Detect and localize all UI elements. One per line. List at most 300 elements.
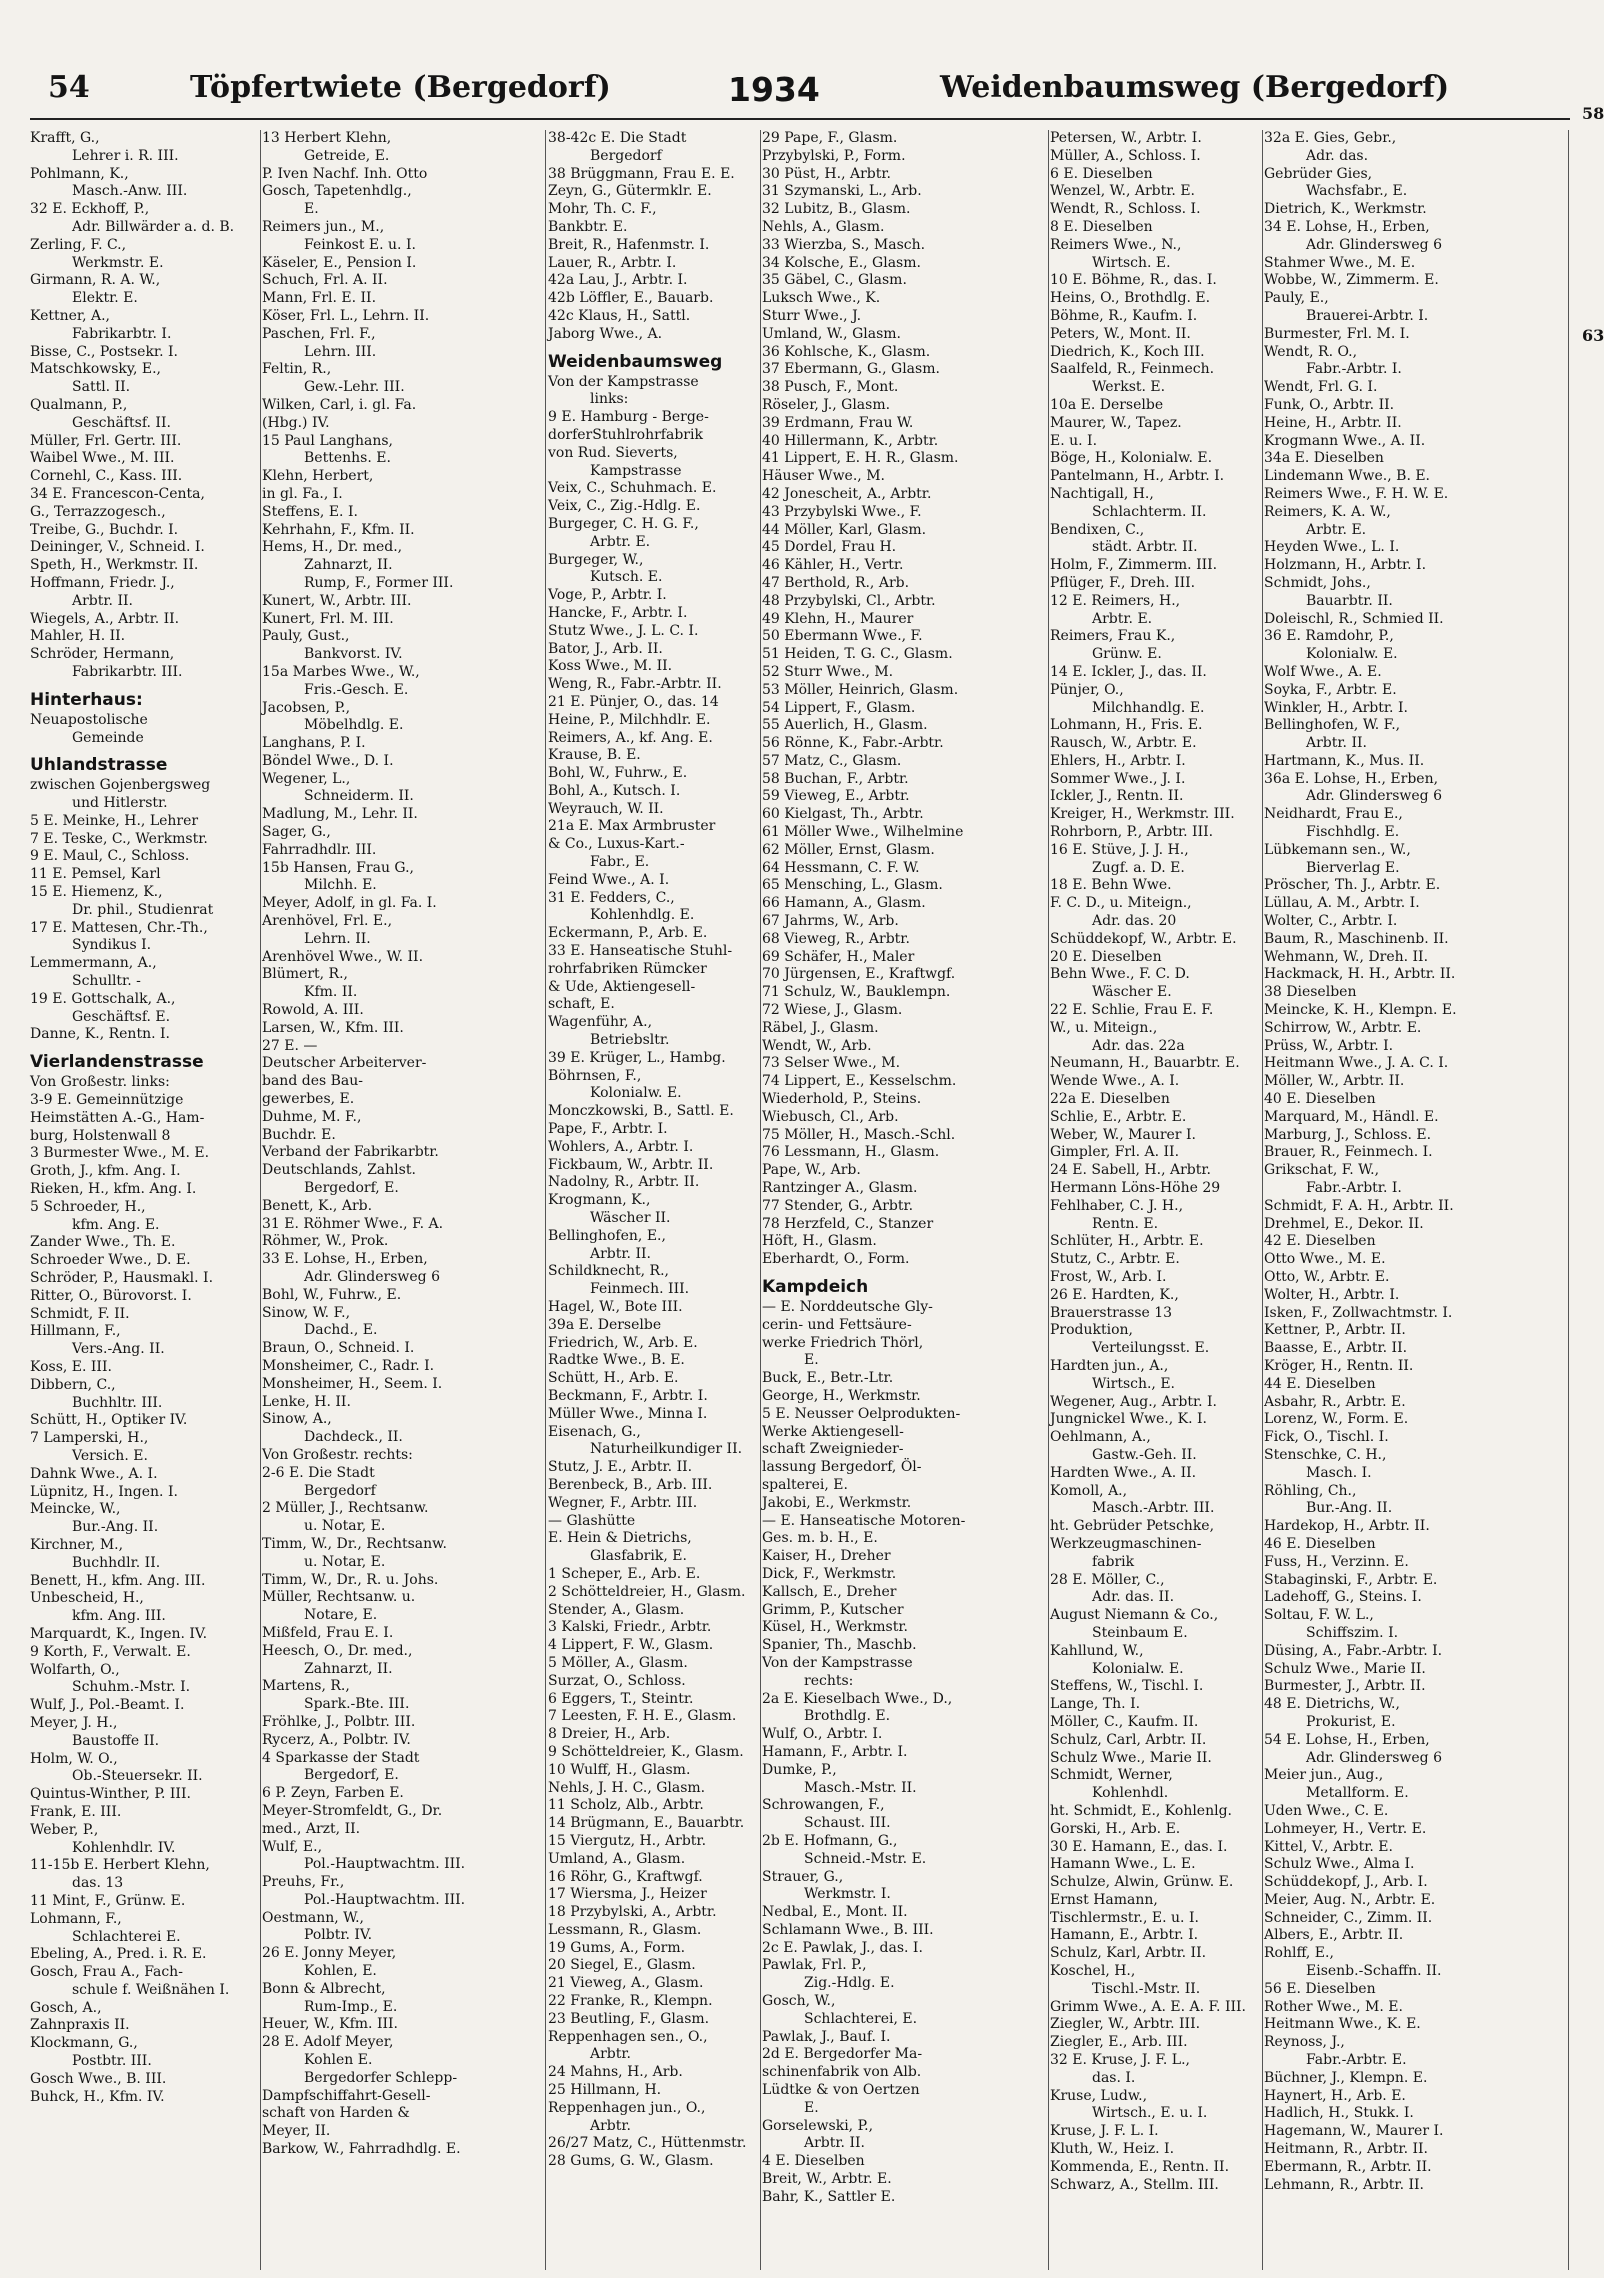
directory-entry: 10 Wulff, H., Glasm.	[548, 1761, 691, 1778]
directory-entry: 47 Berthold, R., Arb.	[762, 574, 910, 591]
directory-entry: 65 Mensching, L., Glasm.	[762, 877, 943, 894]
directory-entry: Umland, W., Glasm.	[762, 325, 901, 342]
directory-entry: 56 Rönne, K., Fabr.-Arbtr.	[762, 735, 944, 752]
directory-entry: Voge, P., Arbtr. I.	[548, 587, 667, 604]
directory-entry: Monsheimer, C., Radr. I.	[262, 1357, 435, 1374]
directory-entry: Wolter, C., Arbtr. I.	[1264, 913, 1398, 930]
directory-entry: Schiffszim. I.	[1306, 1624, 1399, 1641]
directory-entry: Heins, O., Brothdlg. E.	[1050, 290, 1211, 307]
directory-entry: 50 Ebermann Wwe., F.	[762, 628, 923, 645]
directory-entry: Hancke, F., Arbtr. I.	[548, 604, 688, 621]
directory-entry: Gosch, Tapetenhdlg.,	[262, 183, 412, 200]
directory-entry: Fahrradhdlr. III.	[262, 841, 377, 858]
directory-entry: 34a E. Dieselben	[1264, 450, 1384, 467]
directory-entry: Schulltr. -	[72, 973, 141, 990]
directory-entry: 39 E. Krüger, L., Hambg.	[548, 1049, 726, 1066]
directory-entry: Petersen, W., Arbtr. I.	[1050, 130, 1202, 146]
directory-entry: Dachd., E.	[304, 1322, 378, 1339]
directory-entry: Kirchner, M.,	[30, 1536, 124, 1553]
directory-entry: 7 Leesten, F. H. E., Glasm.	[548, 1708, 737, 1725]
street-heading: Hinterhaus:	[30, 689, 143, 710]
directory-entry: Dumke, P.,	[762, 1761, 837, 1778]
directory-entry: Lange, Th. I.	[1050, 1696, 1141, 1713]
directory-entry: Wohlers, A., Arbtr. I.	[548, 1138, 694, 1155]
directory-entry: Bierverlag E.	[1306, 859, 1400, 876]
directory-entry: Masch.-Anw. III.	[72, 183, 188, 200]
directory-entry: Adr. Billwärder a. d. B.	[72, 218, 235, 235]
directory-entry: 42c Klaus, H., Sattl.	[548, 307, 691, 324]
directory-column-3	[548, 130, 758, 2250]
directory-entry: Treibe, G., Buchdr. I.	[30, 521, 179, 538]
directory-entry: Otto Wwe., M. E.	[1264, 1251, 1386, 1268]
directory-entry: Kunert, W., Arbtr. III.	[262, 592, 412, 609]
directory-entry: Saalfeld, R., Feinmech.	[1050, 361, 1215, 378]
directory-entry: Müller, Frl. Gertr. III.	[30, 432, 182, 449]
directory-entry: spalterei, E.	[762, 1476, 848, 1493]
directory-entry: Veix, C., Zig.-Hdlg. E.	[548, 498, 701, 515]
directory-entry: Kommenda, E., Rentn. II.	[1050, 2158, 1230, 2175]
directory-entry: Danne, K., Rentn. I.	[30, 1026, 170, 1043]
directory-entry: Masch.-Arbtr. III.	[1092, 1500, 1215, 1517]
directory-entry: Steffens, W., Tischl. I.	[1050, 1678, 1204, 1695]
directory-entry: Meyer, J. H.,	[30, 1714, 118, 1731]
directory-entry: Kfm. II.	[304, 984, 358, 1001]
directory-entry: P. Iven Nachf. Inh. Otto	[262, 165, 428, 182]
directory-entry: E.	[804, 2099, 819, 2116]
directory-entry: 70 Jürgensen, E., Kraftwgf.	[762, 966, 956, 983]
directory-entry: städt. Arbtr. II.	[1092, 539, 1198, 556]
directory-entry: Schröder, Hermann,	[30, 646, 175, 663]
directory-entry: Spark.-Bte. III.	[304, 1696, 410, 1713]
directory-entry: Postbtr. III.	[72, 2053, 152, 2070]
directory-entry: Grünw. E.	[1092, 646, 1162, 663]
directory-entry: Köser, Frl. L., Lehrn. II.	[262, 307, 430, 324]
directory-entry: Baustoffe II.	[72, 1732, 160, 1749]
directory-entry: Holm, F., Zimmerm. III.	[1050, 557, 1218, 574]
directory-entry: ht. Schmidt, E., Kohlenlg.	[1050, 1802, 1232, 1819]
directory-entry: Von Großestr. rechts:	[262, 1446, 413, 1463]
directory-entry: Bauarbtr. II.	[1306, 592, 1393, 609]
directory-entry: Heuer, W., Kfm. III.	[262, 2016, 399, 2033]
directory-entry: Fabr.-Arbtr. I.	[1306, 361, 1402, 378]
directory-entry: dorferStuhlrohrfabrik	[548, 426, 703, 443]
directory-entry: 31 Szymanski, L., Arb.	[762, 183, 922, 200]
directory-entry: schinenfabrik von Alb.	[762, 2064, 922, 2081]
directory-entry: Ladehoff, G., Steins. I.	[1264, 1589, 1422, 1606]
directory-entry: Zeyn, G., Gütermklr. E.	[548, 183, 712, 200]
directory-entry: Wegener, L.,	[262, 770, 351, 787]
directory-entry: 16 E. Stüve, J. J. H.,	[1050, 841, 1189, 858]
directory-entry: Arbtr.	[590, 2046, 631, 2063]
directory-entry: Lessmann, R., Glasm.	[548, 1921, 702, 1938]
directory-entry: Eisenach, G.,	[548, 1423, 641, 1440]
directory-entry: Sturr Wwe., J.	[762, 307, 862, 324]
directory-entry: Meier, Aug. N., Arbtr. E.	[1264, 1891, 1436, 1908]
directory-entry: Kruse, J. F. L. I.	[1050, 2123, 1159, 2140]
directory-entry: Mahler, H. II.	[30, 628, 126, 645]
directory-entry: zwischen Gojenbergsweg	[30, 777, 211, 794]
directory-entry: Zander Wwe., Th. E.	[30, 1234, 176, 1251]
directory-entry: Fabr.-Arbtr. E.	[1306, 2052, 1407, 2069]
directory-entry: Adr. Glindersweg 6	[304, 1269, 440, 1285]
directory-entry: 11 E. Pemsel, Karl	[30, 866, 161, 883]
directory-entry: Adr. das. 20	[1092, 913, 1177, 930]
directory-entry: 51 Heiden, T. G. C., Glasm.	[762, 646, 953, 663]
directory-entry: in gl. Fa., I.	[262, 485, 343, 502]
directory-entry: 69 Schäfer, H., Maler	[762, 948, 915, 965]
directory-entry: 34 E. Francescon-Centa,	[30, 485, 205, 502]
directory-column-6	[1264, 130, 1564, 2250]
directory-entry: Polbtr. IV.	[304, 1927, 373, 1944]
directory-entry: Wende Wwe., A. I.	[1050, 1073, 1180, 1090]
directory-entry: Höft, H., Glasm.	[762, 1233, 877, 1250]
directory-entry: Marburg, J., Schloss. E.	[1264, 1126, 1432, 1143]
directory-entry: Arbtr. II.	[804, 2135, 865, 2152]
directory-entry: Schlachterei E.	[72, 1928, 181, 1945]
directory-entry: 5 Schroeder, H.,	[30, 1198, 146, 1215]
column-divider	[760, 130, 761, 2270]
directory-entry: Ziegler, W., Arbtr. III.	[1050, 2016, 1201, 2033]
directory-entry: Fickbaum, W., Arbtr. II.	[548, 1156, 714, 1173]
directory-entry: Burmester, J., Arbtr. II.	[1264, 1678, 1426, 1695]
directory-entry: Verteilungsst. E.	[1092, 1340, 1210, 1357]
directory-entry: Dampfschiffahrt-Gesell-	[262, 2087, 431, 2104]
directory-entry: Hamann Wwe., L. E.	[1050, 1856, 1196, 1873]
directory-entry: 32 E. Eckhoff, P.,	[30, 201, 150, 218]
directory-entry: Fabr., E.	[590, 854, 650, 871]
directory-entry: 6 E. Dieselben	[1050, 165, 1153, 182]
directory-entry: Wirtsch., E. u. I.	[1092, 2105, 1208, 2122]
directory-entry: Krause, B. E.	[548, 747, 641, 764]
directory-entry: 57 Matz, C., Glasm.	[762, 752, 902, 769]
directory-entry: Hardten jun., A.,	[1050, 1357, 1169, 1374]
directory-entry: Soltau, F. W. L.,	[1264, 1607, 1374, 1624]
directory-entry: schaft Zweignieder-	[762, 1441, 904, 1458]
directory-entry: Kruse, Ludw.,	[1050, 2087, 1148, 2104]
directory-entry: 49 Klehn, H., Maurer	[762, 610, 914, 627]
directory-entry: Klockmann, G.,	[30, 2035, 138, 2052]
directory-entry: 42 Jonescheit, A., Arbtr.	[762, 485, 932, 502]
directory-entry: Reimers Wwe., F. H. W. E.	[1264, 485, 1449, 502]
directory-entry: Martens, R.,	[262, 1678, 350, 1695]
directory-entry: 41 Lippert, E. H. R., Glasm.	[762, 450, 959, 467]
directory-entry: Kunert, Frl. M. III.	[262, 610, 394, 627]
directory-entry: Kröger, H., Rentn. II.	[1264, 1357, 1414, 1374]
directory-entry: Dibbern, C.,	[30, 1376, 116, 1393]
directory-entry: Wegener, Aug., Arbtr. I.	[1050, 1393, 1218, 1410]
directory-entry: Jungnickel Wwe., K. I.	[1050, 1411, 1207, 1428]
directory-entry: 71 Schulz, W., Bauklempn.	[762, 984, 951, 1001]
directory-entry: Reimers, Frau K.,	[1050, 628, 1176, 645]
directory-entry: Stutz, J. E., Arbtr. II.	[548, 1459, 693, 1476]
directory-entry: 74 Lippert, E., Kesselschm.	[762, 1073, 957, 1090]
directory-entry: Rantzinger A., Glasm.	[762, 1180, 918, 1197]
directory-entry: 29 Pape, F., Glasm.	[762, 130, 898, 146]
directory-entry: Röseler, J., Glasm.	[762, 396, 891, 413]
directory-entry: Rohrborn, P., Arbtr. III.	[1050, 824, 1214, 841]
directory-entry: Kohlenhdlr. IV.	[72, 1839, 176, 1856]
directory-entry: Oehlmann, A.,	[1050, 1429, 1151, 1446]
directory-entry: Langhans, P. I.	[262, 735, 366, 752]
directory-entry: Brauerstrasse 13	[1050, 1304, 1173, 1321]
directory-entry: 13 Herbert Klehn,	[262, 130, 392, 146]
directory-entry: 21 E. Pünjer, O., das. 14	[548, 693, 719, 710]
directory-entry: Rohlff, E.,	[1264, 1945, 1334, 1962]
directory-entry: 4 Lippert, F. W., Glasm.	[548, 1637, 714, 1654]
directory-entry: Lehrn. III.	[304, 343, 377, 360]
directory-entry: 2b E. Hofmann, G.,	[762, 1832, 898, 1849]
directory-entry: Friedrich, W., Arb. E.	[548, 1334, 698, 1351]
directory-entry: 73 Selser Wwe., M.	[762, 1055, 901, 1072]
directory-entry: u. Notar, E.	[304, 1553, 386, 1570]
directory-entry: Brauer, R., Feinmech. I.	[1264, 1144, 1433, 1161]
directory-entry: Bankvorst. IV.	[304, 646, 403, 663]
directory-entry: 21a E. Max Armbruster	[548, 818, 716, 835]
directory-entry: Ernst Hamann,	[1050, 1891, 1158, 1908]
directory-entry: 2 Schötteldreier, H., Glasm.	[548, 1583, 746, 1600]
directory-entry: Veix, C., Schuhmach. E.	[548, 480, 717, 497]
directory-entry: Hoffmann, Friedr. J.,	[30, 574, 175, 591]
directory-entry: Asbahr, R., Arbtr. E.	[1264, 1393, 1406, 1410]
directory-entry: 20 E. Dieselben	[1050, 948, 1162, 965]
directory-entry: 55 Auerlich, H., Glasm.	[762, 717, 928, 734]
directory-entry: Metallform. E.	[1306, 1785, 1409, 1802]
directory-entry: Zig.-Hdlg. E.	[804, 1975, 895, 1992]
directory-entry: Adr. Glindersweg 6	[1306, 236, 1442, 253]
directory-entry: Bendixen, C.,	[1050, 521, 1145, 538]
directory-entry: Cornehl, C., Kass. III.	[30, 468, 183, 485]
column-divider	[1262, 130, 1263, 2270]
directory-entry: Wendt, W., Arb.	[762, 1037, 872, 1054]
directory-entry: Naturheilkundiger II.	[590, 1441, 743, 1458]
directory-entry: Hillmann, F.,	[30, 1323, 121, 1340]
directory-entry: Getreide, E.	[304, 147, 390, 164]
directory-entry: 53 Möller, Heinrich, Glasm.	[762, 681, 959, 698]
directory-entry: 9 E. Hamburg - Berge-	[548, 409, 709, 426]
directory-entry: Produktion,	[1050, 1322, 1134, 1339]
directory-entry: Schulz, Karl, Arbtr. II.	[1050, 1945, 1207, 1962]
directory-entry: W., u. Miteign.,	[1050, 1019, 1158, 1036]
directory-entry: Möbelhdlg. E.	[304, 717, 404, 734]
directory-entry: 18 E. Behn Wwe.	[1050, 877, 1172, 894]
directory-entry: Schuch, Frl. A. II.	[262, 272, 388, 289]
page-number: 54	[48, 70, 90, 105]
directory-entry: Vers.-Ang. II.	[72, 1341, 165, 1358]
directory-entry: Krafft, G.,	[30, 130, 100, 146]
directory-entry: Bergedorf	[590, 147, 662, 164]
directory-entry: Arbtr. E.	[1092, 610, 1153, 627]
directory-entry: Gimpler, Frl. A. II.	[1050, 1144, 1180, 1161]
directory-entry: — E. Norddeutsche Gly-	[762, 1299, 933, 1315]
directory-entry: Glasfabrik, E.	[590, 1548, 687, 1565]
directory-entry: 44 E. Dieselben	[1264, 1375, 1376, 1392]
directory-column-5	[1050, 130, 1256, 2250]
directory-entry: Weber, W., Maurer I.	[1050, 1126, 1196, 1143]
directory-entry: 7 E. Teske, C., Werkmstr.	[30, 830, 208, 847]
directory-entry: Zahnarzt, II.	[304, 557, 393, 574]
directory-entry: Pawlak, J., Bauf. I.	[762, 2028, 891, 2045]
directory-entry: 11 Scholz, Alb., Arbtr.	[548, 1797, 704, 1814]
directory-entry: Büchner, J., Klempn. E.	[1264, 2069, 1428, 2086]
directory-entry: Baum, R., Maschinenb. II.	[1264, 930, 1449, 947]
directory-entry: 2 Müller, J., Rechtsanw.	[262, 1500, 429, 1517]
directory-entry: 9 Korth, F., Verwalt. E.	[30, 1643, 191, 1660]
directory-entry: Bankbtr. E.	[548, 218, 628, 235]
directory-entry: Böndel Wwe., D. I.	[262, 752, 394, 769]
directory-entry: 25 Hillmann, H.	[548, 2082, 662, 2099]
directory-entry: Reimers, A., kf. Ang. E.	[548, 729, 713, 746]
directory-entry: Deutschlands, Zahlst.	[262, 1162, 416, 1179]
directory-entry: Bellinghofen, W. F.,	[1264, 717, 1401, 734]
directory-entry: 7 Lamperski, H.,	[30, 1430, 149, 1447]
directory-entry: Fabr.-Arbtr. I.	[1306, 1180, 1402, 1197]
directory-entry: 2d E. Bergedorfer Ma-	[762, 2046, 923, 2063]
directory-entry: lassung Bergedorf, Öl-	[762, 1459, 922, 1476]
directory-entry: Heine, P., Milchhdlr. E.	[548, 711, 711, 728]
directory-entry: Sommer Wwe., J. I.	[1050, 770, 1186, 787]
directory-entry: Lehrn. II.	[304, 930, 371, 947]
directory-entry: Preuhs, Fr.,	[262, 1874, 345, 1891]
directory-entry: das. 13	[72, 1875, 124, 1892]
directory-entry: Wiebusch, Cl., Arb.	[762, 1108, 899, 1125]
directory-entry: Timm, W., Dr., R. u. Johs.	[262, 1571, 439, 1588]
directory-entry: Schneider, C., Zimm. II.	[1264, 1909, 1433, 1926]
directory-entry: Schulz Wwe., Alma I.	[1264, 1856, 1415, 1873]
directory-entry: Reimers jun., M.,	[262, 218, 385, 235]
directory-entry: Wiegels, A., Arbtr. II.	[30, 610, 180, 627]
directory-entry: Schneiderm. II.	[304, 788, 414, 805]
column-divider	[1048, 130, 1049, 2270]
directory-entry: Pauly, E.,	[1264, 290, 1329, 307]
directory-entry: Waibel Wwe., M. III.	[30, 450, 175, 467]
directory-entry: Ob.-Steuersekr. II.	[72, 1768, 203, 1785]
directory-entry: Düsing, A., Fabr.-Arbtr. I.	[1264, 1642, 1443, 1659]
directory-entry: 2-6 E. Die Stadt	[262, 1464, 375, 1481]
directory-entry: 42 E. Dieselben	[1264, 1233, 1376, 1250]
directory-entry: Masch.-Mstr. II.	[804, 1779, 917, 1796]
directory-entry: 48 E. Dietrichs, W.,	[1264, 1696, 1400, 1713]
directory-entry: Barkow, W., Fahrradhdlg. E.	[262, 2141, 461, 2158]
directory-entry: Grimm Wwe., A. E. A. F. III.	[1050, 1998, 1246, 2015]
directory-entry: 66 Hamann, A., Glasm.	[762, 895, 926, 912]
directory-entry: Schneid.-Mstr. E.	[804, 1850, 927, 1867]
directory-entry: Schroeder Wwe., D. E.	[30, 1252, 191, 1269]
directory-entry: Haynert, H., Arb. E.	[1264, 2087, 1406, 2104]
directory-entry: Arenhövel, Frl. E.,	[262, 913, 393, 930]
directory-entry: Böhme, R., Kaufm. I.	[1050, 307, 1198, 324]
directory-entry: und Hitlerstr.	[72, 795, 168, 812]
directory-entry: Pape, F., Arbtr. I.	[548, 1121, 668, 1138]
directory-entry: Wachsfabr., E.	[1306, 183, 1408, 200]
directory-entry: Wirtsch., E.	[1092, 1375, 1176, 1392]
directory-entry: Zahnpraxis II.	[30, 2017, 130, 2034]
directory-entry: u. Notar, E.	[304, 1518, 386, 1535]
directory-entry: Burmester, Frl. M. I.	[1264, 325, 1410, 342]
directory-entry: 26/27 Matz, C., Hüttenmstr.	[548, 2135, 747, 2152]
directory-entry: 32 E. Kruse, J. F. L.,	[1050, 2052, 1190, 2069]
directory-entry: schaft von Harden &	[262, 2105, 410, 2122]
directory-entry: Hadlich, H., Stukk. I.	[1264, 2105, 1414, 2122]
directory-entry: Meincke, W.,	[30, 1501, 121, 1518]
directory-entry: Zerling, F. C.,	[30, 236, 127, 253]
directory-entry: Diedrich, K., Koch III.	[1050, 343, 1205, 360]
directory-entry: schule f. Weißnähen I.	[72, 1981, 230, 1998]
directory-entry: Uden Wwe., C. E.	[1264, 1802, 1389, 1819]
directory-entry: Arbtr. E.	[590, 533, 651, 550]
directory-entry: 60 Kielgast, Th., Arbtr.	[762, 806, 924, 823]
directory-entry: Arbtr. E.	[1306, 521, 1367, 538]
directory-entry: Pauly, Gust.,	[262, 628, 350, 645]
directory-entry: Schmidt, Werner,	[1050, 1767, 1173, 1784]
column-divider	[260, 130, 261, 2270]
directory-entry: Pohlmann, K.,	[30, 165, 129, 182]
directory-entry: 11 Mint, F., Grünw. E.	[30, 1892, 186, 1909]
directory-entry: Holzmann, H., Arbtr. I.	[1264, 557, 1427, 574]
directory-entry: Hamann, E., Arbtr. I.	[1050, 1927, 1199, 1944]
directory-entry: Sattl. II.	[72, 379, 131, 396]
directory-entry: ht. Gebrüder Petschke,	[1050, 1518, 1215, 1535]
directory-entry: Reimers Wwe., N.,	[1050, 236, 1182, 253]
directory-entry: Schütt, H., Optiker IV.	[30, 1412, 188, 1429]
directory-entry: Rieken, H., kfm. Ang. I.	[30, 1181, 197, 1198]
directory-entry: Käseler, E., Pension I.	[262, 254, 417, 271]
directory-entry: Ickler, J., Rentn. II.	[1050, 788, 1184, 805]
directory-entry: Röhling, Ch.,	[1264, 1482, 1357, 1499]
directory-entry: Von der Kampstrasse	[548, 373, 699, 390]
directory-entry: Pawlak, Frl. P.,	[762, 1957, 867, 1974]
directory-entry: Pünjer, O.,	[1050, 681, 1124, 698]
directory-entry: Pol.-Hauptwachtm. III.	[304, 1856, 466, 1873]
directory-entry: 38-42c E. Die Stadt	[548, 130, 687, 146]
directory-entry: 67 Jahrms, W., Arb.	[762, 913, 899, 930]
directory-entry: Deutscher Arbeiterver-	[262, 1055, 427, 1072]
directory-entry: 58 Buchan, F., Arbtr.	[762, 770, 909, 787]
directory-entry: Gebrüder Gies,	[1264, 165, 1373, 182]
directory-entry: 64 Hessmann, C. F. W.	[762, 859, 920, 876]
directory-entry: Jacobsen, P.,	[262, 699, 351, 716]
directory-entry: Schlüter, H., Arbtr. E.	[1050, 1233, 1204, 1250]
directory-entry: Bohl, W., Fuhrw., E.	[262, 1286, 402, 1303]
directory-entry: Kallsch, E., Dreher	[762, 1583, 897, 1600]
directory-entry: Lüpnitz, H., Ingen. I.	[30, 1483, 178, 1500]
directory-entry: 59 Vieweg, E., Arbtr.	[762, 788, 910, 805]
directory-entry: Fris.-Gesch. E.	[304, 681, 409, 698]
directory-entry: 75 Möller, H., Masch.-Schl.	[762, 1126, 956, 1143]
directory-entry: Hems, H., Dr. med.,	[262, 539, 403, 556]
directory-entry: Buhck, H., Kfm. IV.	[30, 2088, 165, 2105]
directory-entry: Mann, Frl. E. II.	[262, 290, 377, 307]
directory-entry: Dick, F., Werkmstr.	[762, 1565, 897, 1582]
directory-entry: Schuhm.-Mstr. I.	[72, 1679, 191, 1696]
directory-entry: Reppenhagen sen., O.,	[548, 2028, 708, 2045]
directory-entry: Geschäftsf. E.	[72, 1008, 171, 1025]
directory-entry: Heesch, O., Dr. med.,	[262, 1642, 413, 1659]
directory-entry: Marquardt, K., Ingen. IV.	[30, 1625, 208, 1642]
directory-entry: Buchhdlr. II.	[72, 1554, 161, 1571]
directory-entry: Frost, W., Arb. I.	[1050, 1269, 1167, 1285]
directory-entry: 26 E. Jonny Meyer,	[262, 1945, 397, 1962]
directory-entry: Röhmer, W., Prok.	[262, 1233, 389, 1250]
directory-entry: kfm. Ang. III.	[72, 1608, 166, 1625]
directory-entry: Wendt, R., Schloss. I.	[1050, 201, 1201, 218]
directory-entry: Reimers, K. A. W.,	[1264, 503, 1391, 520]
directory-entry: — E. Hanseatische Motoren-	[762, 1512, 966, 1529]
directory-entry: 68 Vieweg, R., Arbtr.	[762, 930, 910, 947]
directory-entry: Dr. phil., Studienrat	[72, 901, 214, 918]
directory-entry: Meincke, K. H., Klempn. E.	[1264, 1002, 1457, 1019]
directory-entry: Reppenhagen jun., O.,	[548, 2099, 706, 2116]
directory-entry: Schmidt, Johs.,	[1264, 574, 1371, 591]
